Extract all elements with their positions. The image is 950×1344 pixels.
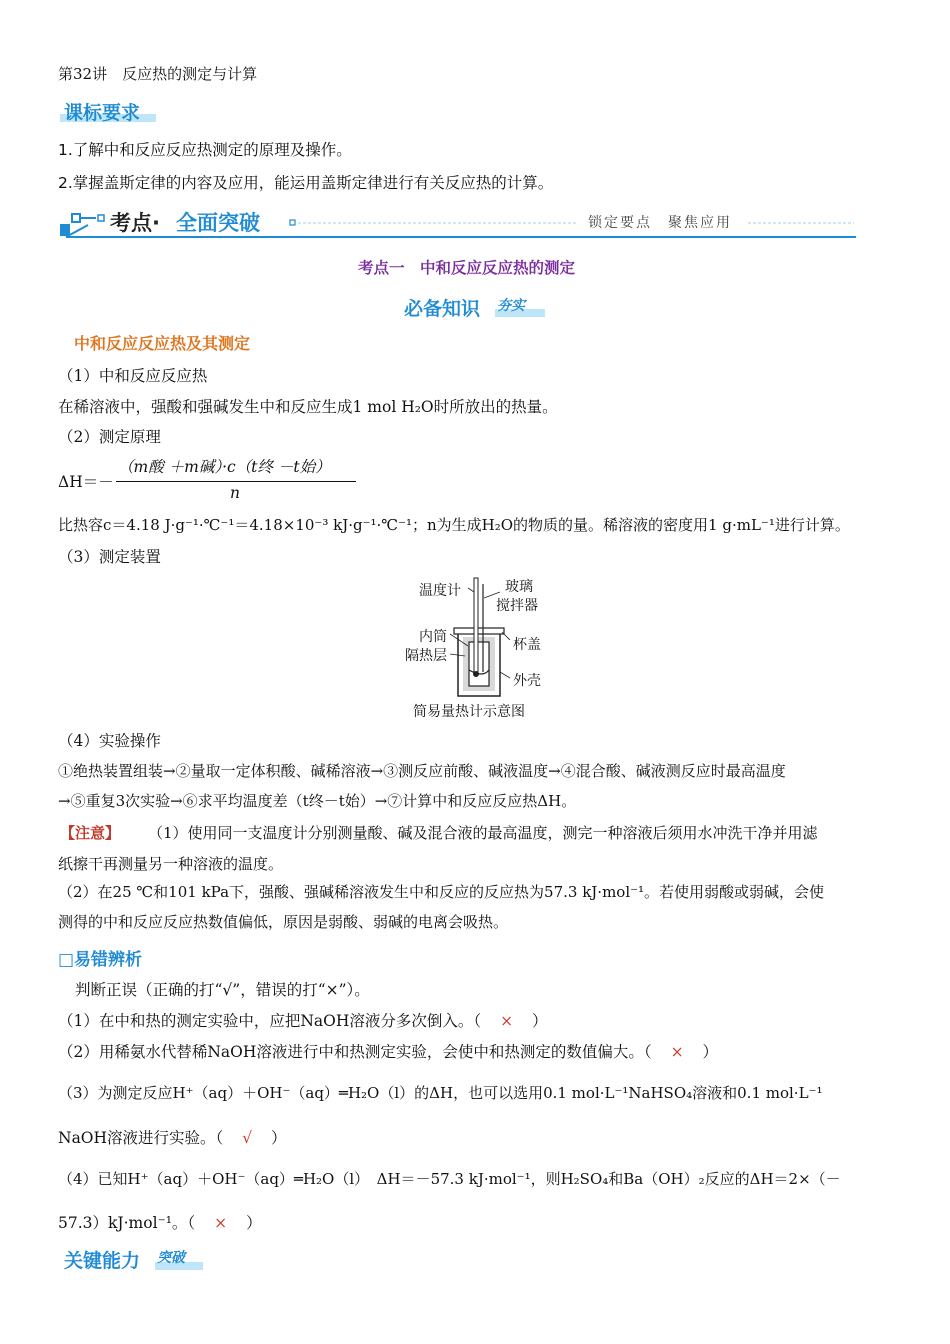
key-ability-heading: 关键能力 [64,1250,141,1272]
question-2 [58,1040,718,1062]
curriculum-heading: 课标要求 [64,102,141,124]
p1-heading: （1）中和反应反应热 [58,367,208,385]
p3-heading: （3）测定装置 [58,548,161,566]
question-2-text: （2）用稀氨水代替稀NaOH溶液进行中和热测定实验，会使中和热测定的数值偏大。（ [58,1043,652,1061]
note-2-line-2: 测得的中和反应反应热数值偏低，原因是弱酸、弱碱的电离会吸热。 [58,913,509,931]
curriculum-item-2: 2.掌握盖斯定律的内容及应用，能运用盖斯定律进行有关反应热的计算。 [58,174,554,192]
figure-caption: 简易量热计示意图 [413,704,525,720]
banner-title-b: 全面突破 [176,211,260,235]
p4-line-2: →⑤重复3次实验→⑥求平均温度差（t终－t始）→⑦计算中和反应反应热ΔH。 [58,792,577,810]
formula-lhs: ΔH＝－ [58,473,114,491]
p2-heading: （2）测定原理 [58,428,161,446]
question-3-answer: √ [242,1129,253,1147]
banner-right-text: 锁定要点 聚焦应用 [588,215,732,231]
question-3-text: NaOH溶液进行实验。（ [58,1129,224,1147]
formula-denominator: n [230,484,240,502]
note-2-line-1: （2）在25 ℃和101 kPa下，强酸、强碱稀溶液发生中和反应的反应热为57.3 kJ·mol⁻¹。若使用弱酸或弱碱，会使 [58,883,825,901]
label-insulation: 隔热层 [405,648,447,664]
specific-heat-text: 比热容c＝4.18 J·g⁻¹·℃⁻¹＝4.18×10⁻³ kJ·g⁻¹·℃⁻¹；n为生成H₂O的物质的量。稀溶液的密度用1 g·mL⁻¹进行计算。 [58,516,850,534]
banner-title-a: 考点· [110,211,160,235]
errors-heading: □易错辨析 [58,950,143,970]
label-thermometer: 温度计 [419,583,461,599]
p4-line-1: ①绝热装置组装→②量取一定体积酸、碱稀溶液→③测反应前酸、碱液温度→④混合酸、碱液测反应时最高温度 [58,762,786,780]
question-2-close: ） [702,1043,719,1061]
label-lid: 杯盖 [513,637,541,653]
note-label: 【注意】 [60,824,121,842]
question-4-answer: × [214,1214,228,1232]
note-1-line-1: （1）使用同一支温度计分别测量酸、碱及混合液的最高温度，测完一种溶液后须用水冲洗干净并用滤 [148,824,818,842]
curriculum-item-1: 1.了解中和反应反应热测定的原理及操作。 [58,141,352,159]
label-shell: 外壳 [513,673,541,689]
question-3-line-1: （3）为测定反应H⁺（aq）＋OH⁻（aq）═H₂O（l）的ΔH，也可以选用0.1 mol·L⁻¹NaHSO₄溶液和0.1 mol·L⁻¹ [58,1084,823,1102]
p4-heading: （4）实验操作 [58,732,161,750]
question-4-line-1: （4）已知H⁺（aq）＋OH⁻（aq）═H₂O（l） ΔH＝－57.3 kJ·mol⁻¹，则H₂SO₄和Ba（OH）₂反应的ΔH＝2×（－ [58,1170,841,1188]
label-glass: 玻璃 [505,579,533,595]
note-1-line-2: 纸擦干再测量另一种溶液的温度。 [58,855,284,873]
label-stirrer: 搅拌器 [496,598,538,614]
subsection-title: 中和反应反应热及其测定 [74,334,251,353]
fraction-bar [116,481,356,482]
label-inner-cup: 内筒 [419,629,447,645]
question-3-close: ） [271,1129,287,1147]
question-1-text: （1）在中和热的测定实验中，应把NaOH溶液分多次倒入。（ [58,1012,482,1030]
key-ability-tag: 突破 [157,1250,185,1266]
question-4-close: ） [246,1214,262,1232]
formula-numerator: （m酸 ＋m碱）·c（t终 －t始） [118,458,331,476]
section-title: 考点一 中和反应反应热的测定 [358,259,576,277]
knowledge-tag: 夯实 [497,298,525,314]
question-1-answer: × [500,1012,514,1030]
question-1 [58,1009,548,1031]
p1-text: 在稀溶液中，强酸和强碱发生中和反应生成1 mol H₂O时所放出的热量。 [58,398,558,416]
question-4-text: 57.3）kJ·mol⁻¹。（ [58,1214,196,1232]
knowledge-heading: 必备知识 [404,298,481,320]
question-4-line-2 [58,1211,262,1233]
lecture-title: 第32讲 反应热的测定与计算 [58,65,258,83]
question-3-line-2 [58,1126,287,1148]
errors-instruction: 判断正误（正确的打“√”，错误的打“×”）。 [75,981,370,999]
question-2-answer: × [670,1043,684,1061]
question-1-close: ） [532,1012,548,1030]
